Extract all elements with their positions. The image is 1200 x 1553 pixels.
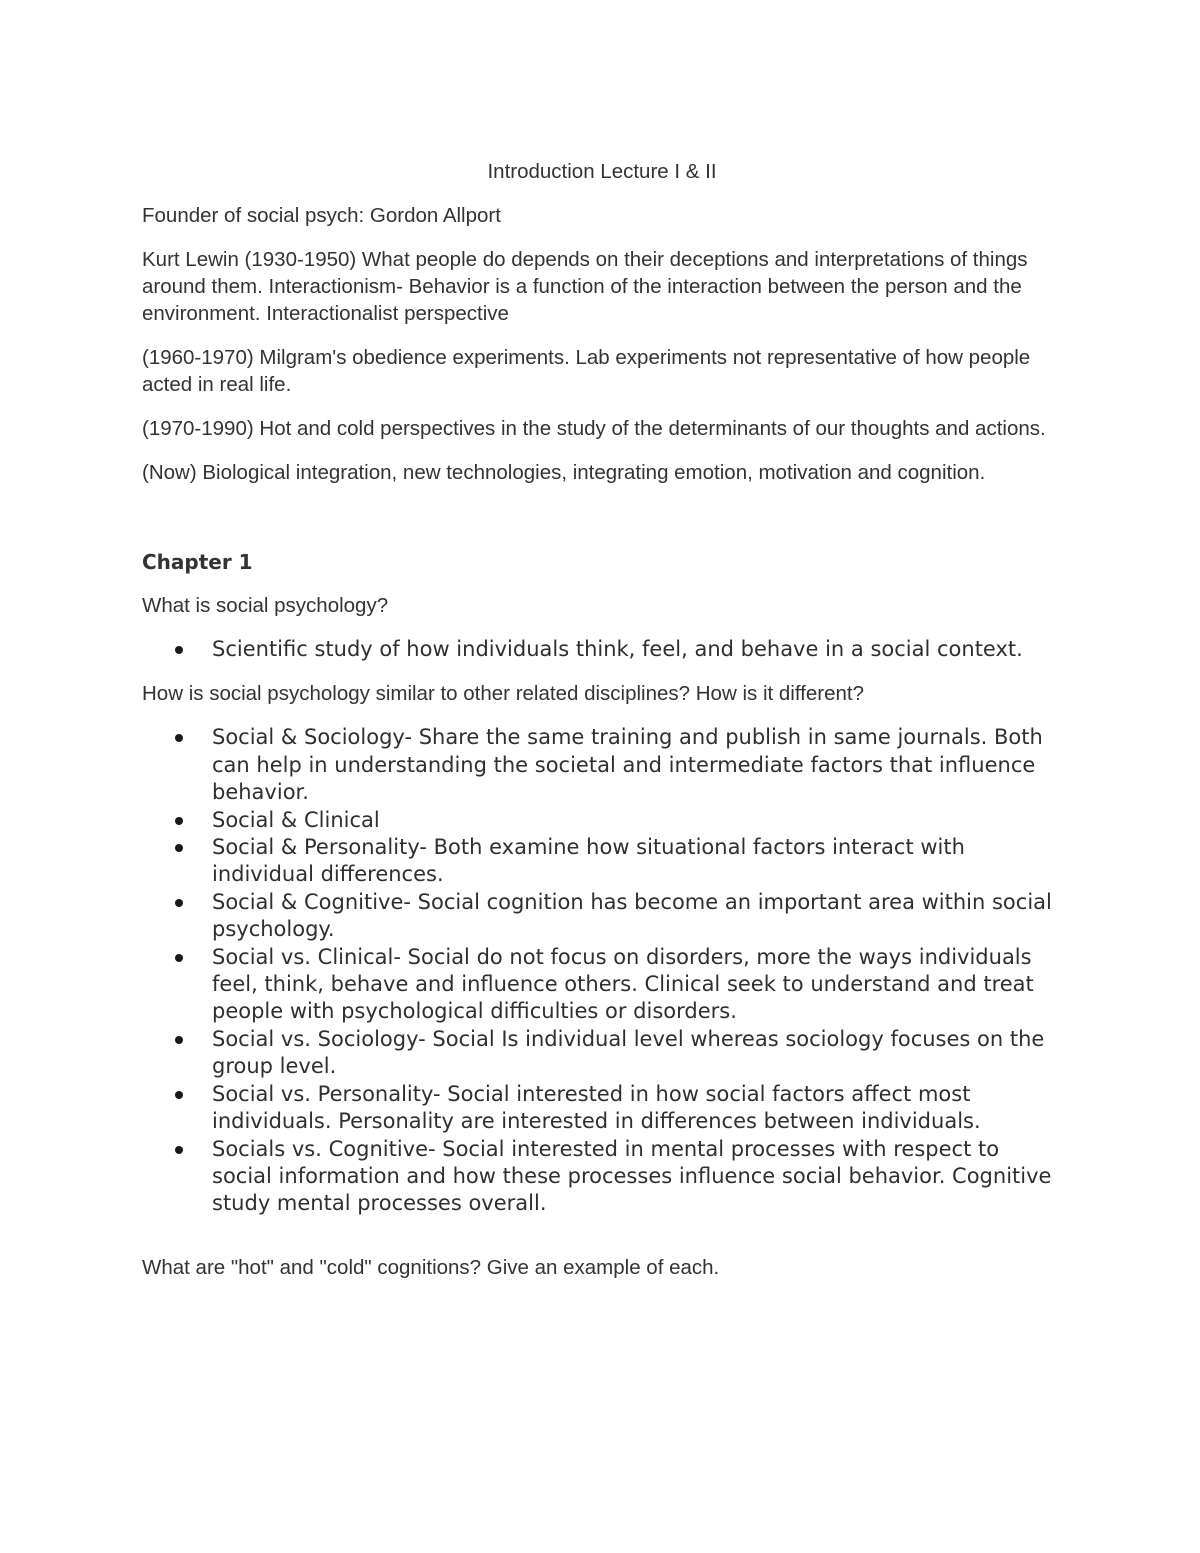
answer-list: [142, 636, 1062, 663]
list-item-text: Social & Sociology- Share the same training and publish in same journals. Both can help in understanding the societal and intermediate factors that influence behavior.: [212, 725, 1043, 805]
document-title: Introduction Lecture I & II: [487, 160, 717, 183]
intro-paragraph: (1960-1970) Milgram's obedience experiments. Lab experiments not representative of how people acted in real life.: [142, 346, 1031, 396]
intro-paragraph: Founder of social psych: Gordon Allport: [142, 204, 501, 227]
list-item: [142, 807, 1062, 834]
list-item: [142, 889, 1062, 944]
list-item-text: Social vs. Personality- Social interested in how social factors affect most individuals. Personality are interested in differences between individuals.: [212, 1081, 981, 1134]
bullet-icon: [175, 1146, 183, 1154]
list-item: [142, 944, 1062, 1026]
intro-paragraph: (1970-1990) Hot and cold perspectives in the study of the determinants of our thoughts and actions.: [142, 417, 1046, 440]
question-text: What are "hot" and "cold" cognitions? Give an example of each.: [142, 1255, 720, 1279]
question-text: How is social psychology similar to other related disciplines? How is it different?: [142, 682, 864, 706]
bullet-icon: [175, 899, 183, 907]
intro-paragraph: Kurt Lewin (1930-1950) What people do depends on their deceptions and interpretations of things around them. Interactionism- Behavior is a function of the interaction between the person and the environment. Interactionalist perspective: [142, 248, 1028, 325]
list-item-text: Social & Personality- Both examine how situational factors interact with individual differences.: [212, 835, 965, 887]
bullet-icon: [175, 646, 183, 654]
list-item-text: Social vs. Clinical- Social do not focus on disorders, more the ways individuals feel, think, behave and influence others. Clinical seek to understand and treat people with psychological difficulties or disorders.: [212, 944, 1034, 1024]
list-item-text: Socials vs. Cognitive- Social interested in mental processes with respect to social information and how these processes influence social behavior. Cognitive study mental processes overall.: [212, 1136, 1052, 1216]
list-item: [142, 1026, 1062, 1081]
question-text: What is social psychology?: [142, 594, 389, 617]
list-item: [142, 724, 1062, 806]
bullet-icon: [175, 954, 183, 962]
section-spacer: [142, 503, 1062, 548]
list-item-text: Social & Clinical: [212, 807, 380, 832]
list-item-text: Social vs. Sociology- Social Is individual level whereas sociology focuses on the group level.: [212, 1026, 1045, 1079]
list-item-text: Social & Cognitive- Social cognition has become an important area within social psychology.: [212, 889, 1052, 942]
list-item: [142, 636, 1062, 663]
list-item: [142, 1136, 1062, 1218]
intro-paragraph: (Now) Biological integration, new technologies, integrating emotion, motivation and cognition.: [142, 461, 986, 484]
list-item: [142, 1081, 1062, 1136]
answer-list: [142, 724, 1062, 1217]
document-page: [142, 158, 1062, 1298]
bullet-icon: [175, 1091, 183, 1099]
list-item: [142, 834, 1062, 889]
bullet-icon: [175, 1036, 183, 1044]
list-item-text: Scientific study of how individuals think, feel, and behave in a social context.: [212, 637, 1023, 661]
bullet-icon: [175, 844, 183, 852]
bullet-icon: [175, 817, 183, 825]
chapter-heading: Chapter 1: [142, 550, 253, 574]
bullet-icon: [175, 734, 183, 742]
